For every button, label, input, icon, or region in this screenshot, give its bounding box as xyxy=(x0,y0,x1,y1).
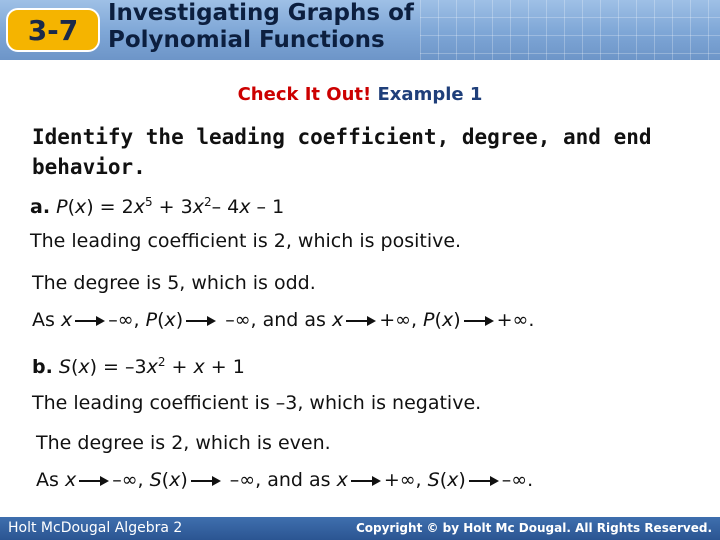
end-behavior-text: +∞, xyxy=(379,309,424,331)
variable: x xyxy=(164,309,176,331)
end-behavior-text: –∞. xyxy=(501,469,534,491)
part-a-degree: The degree is 5, which is odd. xyxy=(32,272,316,294)
arrow-icon xyxy=(463,315,495,327)
variable: x xyxy=(239,196,251,218)
lesson-title xyxy=(108,0,414,54)
arrow-icon xyxy=(74,315,106,327)
part-b-degree: The degree is 2, which is even. xyxy=(36,432,331,454)
variable: x xyxy=(447,469,459,491)
function-name: P xyxy=(423,309,435,331)
variable: x xyxy=(441,309,454,331)
part-b-end-behavior: As x –∞, S(x) –∞, and as x +∞, S(x) –∞. xyxy=(36,469,534,491)
example-label: Example 1 xyxy=(377,84,483,105)
publisher-label: Holt McDougal Algebra 2 xyxy=(8,520,183,536)
part-a-end-behavior: As x –∞, P(x) –∞, and as x +∞, P(x) +∞. xyxy=(32,309,535,331)
section-badge: 3-7 xyxy=(6,8,100,52)
equation-text: – 4 xyxy=(211,196,240,218)
equation-text: + 3 xyxy=(152,196,193,218)
arrow-icon xyxy=(468,475,500,487)
end-behavior-text: –∞, and as xyxy=(223,469,337,491)
part-a-label: a. xyxy=(30,196,51,218)
part-b-coefficient: The leading coefficient is –3, which is negative. xyxy=(32,392,482,414)
header-bar xyxy=(0,0,720,60)
end-behavior-text: –∞, xyxy=(108,309,146,331)
equation-text: + xyxy=(165,356,194,378)
function-name: S xyxy=(427,469,440,491)
arrow-icon xyxy=(78,475,110,487)
variable: x xyxy=(133,196,145,218)
equation-text: + 1 xyxy=(204,356,245,378)
function-name: S xyxy=(58,356,71,378)
variable: x xyxy=(146,356,158,378)
part-b-label: b. xyxy=(32,356,53,378)
exponent: 5 xyxy=(144,195,153,209)
check-it-out-label: Check It Out! xyxy=(237,84,372,105)
equation-text: ) = 2 xyxy=(86,196,134,218)
part-a-coefficient: The leading coefficient is 2, which is positive. xyxy=(30,230,462,252)
header-grid-decoration xyxy=(420,0,720,60)
equation-text: – 1 xyxy=(250,196,285,218)
arrow-icon xyxy=(190,475,222,487)
example-heading xyxy=(0,84,720,105)
copyright-notice: Copyright © by Holt Mc Dougal. All Rights Reserved. xyxy=(355,521,712,535)
variable: x xyxy=(331,309,344,331)
variable: x xyxy=(78,356,90,378)
instructions: Identify the leading coefficient, degree, and end behavior. xyxy=(32,125,652,179)
variable: x xyxy=(64,469,77,491)
end-behavior-text: +∞. xyxy=(496,309,535,331)
variable: x xyxy=(60,309,73,331)
lesson-title-line1: Investigating Graphs of xyxy=(108,0,414,26)
function-name: S xyxy=(149,469,162,491)
arrow-icon xyxy=(350,475,382,487)
arrow-icon xyxy=(185,315,217,327)
exponent: 2 xyxy=(203,195,212,209)
variable: x xyxy=(192,196,204,218)
variable: x xyxy=(169,469,181,491)
equation-text: ) = –3 xyxy=(89,356,147,378)
variable: x xyxy=(193,356,205,378)
end-behavior-text: As xyxy=(36,469,65,491)
part-a-equation: a. $P(x) = 2x^5 + 3x^2-$ 4x – 1 xyxy=(30,195,285,218)
lesson-title-line2: Polynomial Functions xyxy=(108,27,385,53)
function-name: P xyxy=(56,196,68,218)
end-behavior-text: As xyxy=(32,309,61,331)
exponent: 2 xyxy=(157,355,166,369)
arrow-icon xyxy=(345,315,377,327)
footer-bar xyxy=(0,517,720,540)
end-behavior-text: –∞, and as xyxy=(219,309,332,331)
end-behavior-text: –∞, xyxy=(112,469,150,491)
variable: x xyxy=(74,196,87,218)
variable: x xyxy=(336,469,348,491)
end-behavior-text: +∞, xyxy=(383,469,428,491)
part-b-equation: b. $S(x) = -3x^2 + x + 1$ xyxy=(32,355,245,378)
function-name: P xyxy=(145,309,158,331)
